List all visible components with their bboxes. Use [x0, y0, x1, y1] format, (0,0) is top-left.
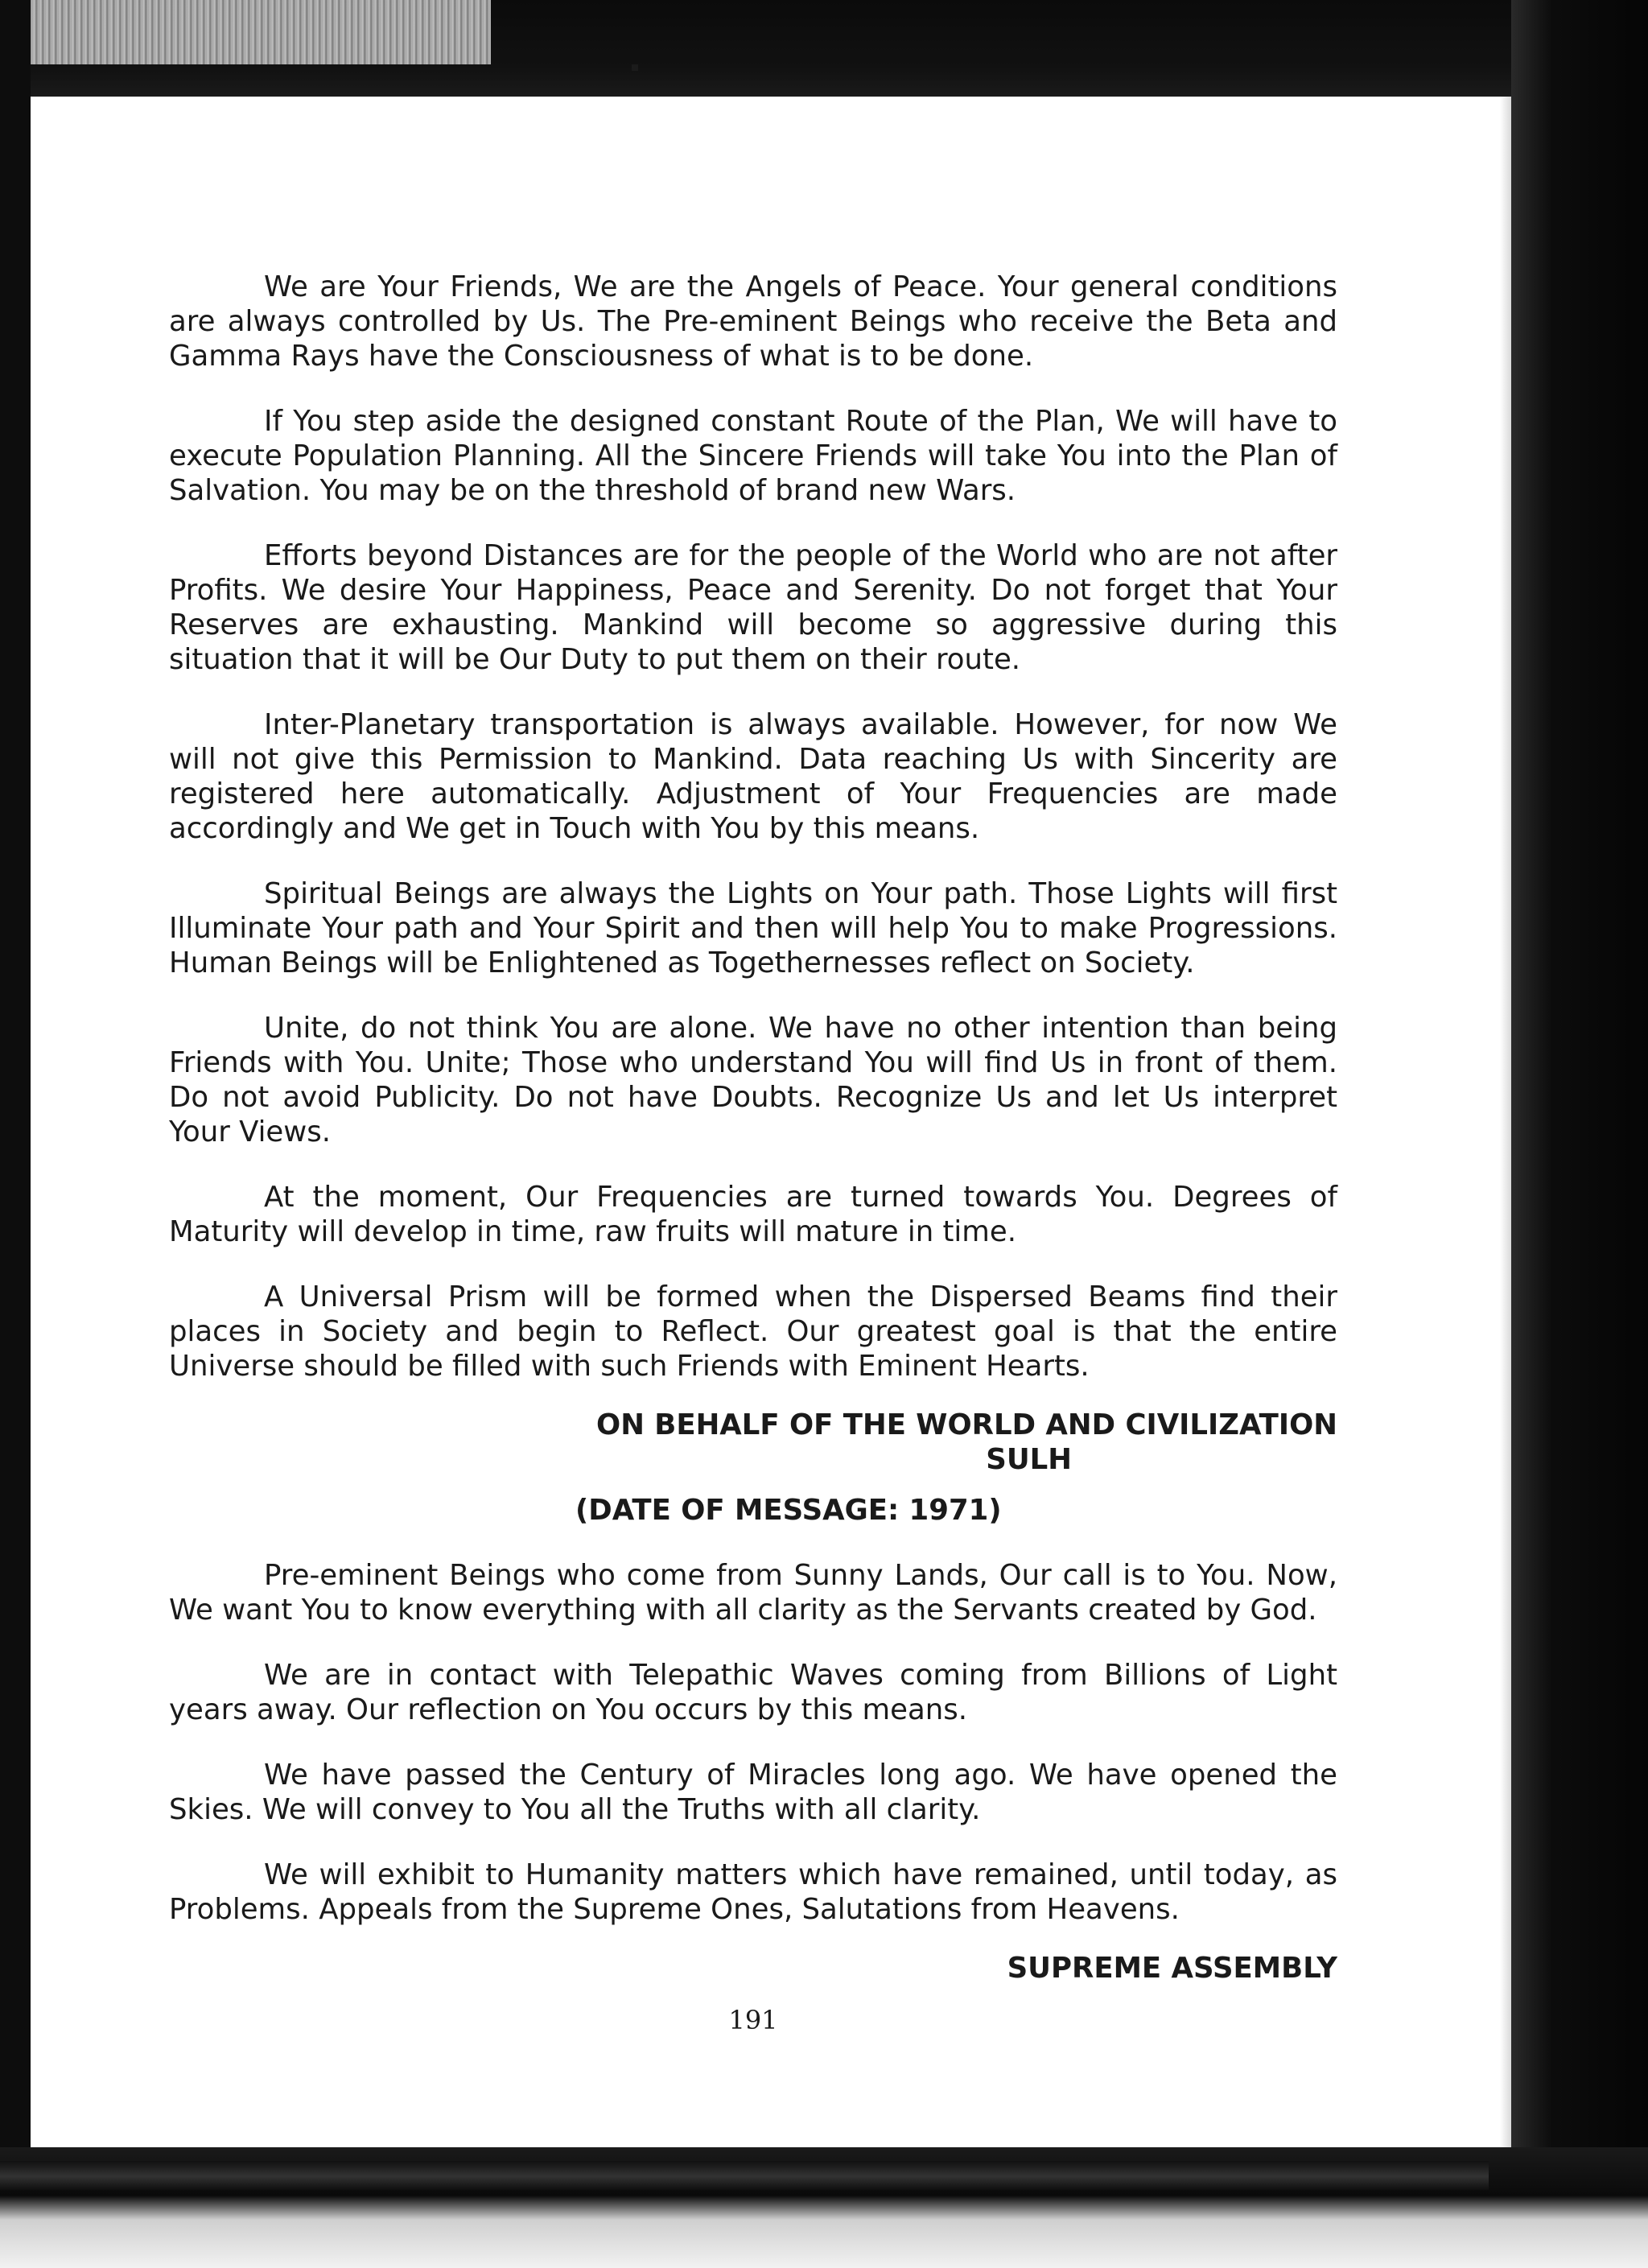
scan-left-border: [0, 0, 31, 2268]
paragraph: Spiritual Beings are always the Lights on Your path. Those Lights will first Illuminate Your path and Your Spirit and then will help You to make Progressions. Human Beings will be Enlightened as Togethernesses reflect on Society.: [169, 877, 1337, 979]
book-page: [31, 97, 1511, 2147]
scan-speck: [632, 64, 638, 71]
page-content: [169, 270, 1337, 2038]
paragraph: Efforts beyond Distances are for the people of the World who are not after Profits. We desire Your Happiness, Peace and Serenity. Do not forget that Your Reserves are exhausting. Mankind will become so aggressive during this situation that it will be Our Duty to put them on their route.: [169, 539, 1337, 676]
paragraph: Inter-Planetary transportation is always available. However, for now We will not give this Permission to Mankind. Data reaching Us with Sincerity are registered here automatically. Adjustment of Your Frequencies are made accordingly and We get in Touch with You by this means.: [169, 708, 1337, 845]
paragraph: Pre-eminent Beings who come from Sunny Lands, Our call is to You. Now, We want You to know everything with all clarity as the Servants created by God.: [169, 1559, 1337, 1627]
paragraph: We are in contact with Telepathic Waves coming from Billions of Light years away. Our reflection on You occurs by this means.: [169, 1659, 1337, 1726]
signature-block: [169, 1951, 1337, 1986]
signature-name: SULH: [986, 1443, 1072, 1476]
paragraph: We are Your Friends, We are the Angels of Peace. Your general conditions are always controlled by Us. The Pre-eminent Beings who receive the Beta and Gamma Rays have the Consciousness of what is to be done.: [169, 270, 1337, 373]
scan-right-border: [1511, 0, 1648, 2268]
scan-top-strip: [0, 0, 491, 64]
paragraph: We have passed the Century of Miracles long ago. We have opened the Skies. We will convey to You all the Truths with all clarity.: [169, 1759, 1337, 1826]
paragraph: If You step aside the designed constant Route of the Plan, We will have to execute Population Planning. All the Sincere Friends will take You into the Plan of Salvation. You may be on the threshold of brand new Wars.: [169, 405, 1337, 507]
scan-bottom-streak: [0, 2161, 1489, 2192]
page-edge-shadow: [1500, 97, 1511, 2147]
page-number: 191: [728, 2005, 778, 2035]
paragraph: We will exhibit to Humanity matters which have remained, until today, as Problems. Appeals from the Supreme Ones, Salutations from Heavens.: [169, 1858, 1337, 1926]
message-date: (DATE OF MESSAGE: 1971): [575, 1494, 1002, 1527]
paragraph: A Universal Prism will be formed when the Dispersed Beams find their places in Society and begin to Reflect. Our greatest goal is that the entire Universe should be filled with such Friends with Eminent Hearts.: [169, 1280, 1337, 1383]
paragraph: At the moment, Our Frequencies are turned towards You. Degrees of Maturity will develop in time, raw fruits will mature in time.: [169, 1181, 1337, 1248]
paragraph: Unite, do not think You are alone. We have no other intention than being Friends with You. Unite; Those who understand You will find Us in front of them. Do not avoid Publicity. Do not have Doubts. Recognize Us and let Us interpret Your Views.: [169, 1012, 1337, 1148]
signature-line: ON BEHALF OF THE WORLD AND CIVILIZATION: [596, 1408, 1337, 1441]
signature-name: SUPREME ASSEMBLY: [1007, 1952, 1337, 1985]
signature-block: [169, 1408, 1337, 1477]
